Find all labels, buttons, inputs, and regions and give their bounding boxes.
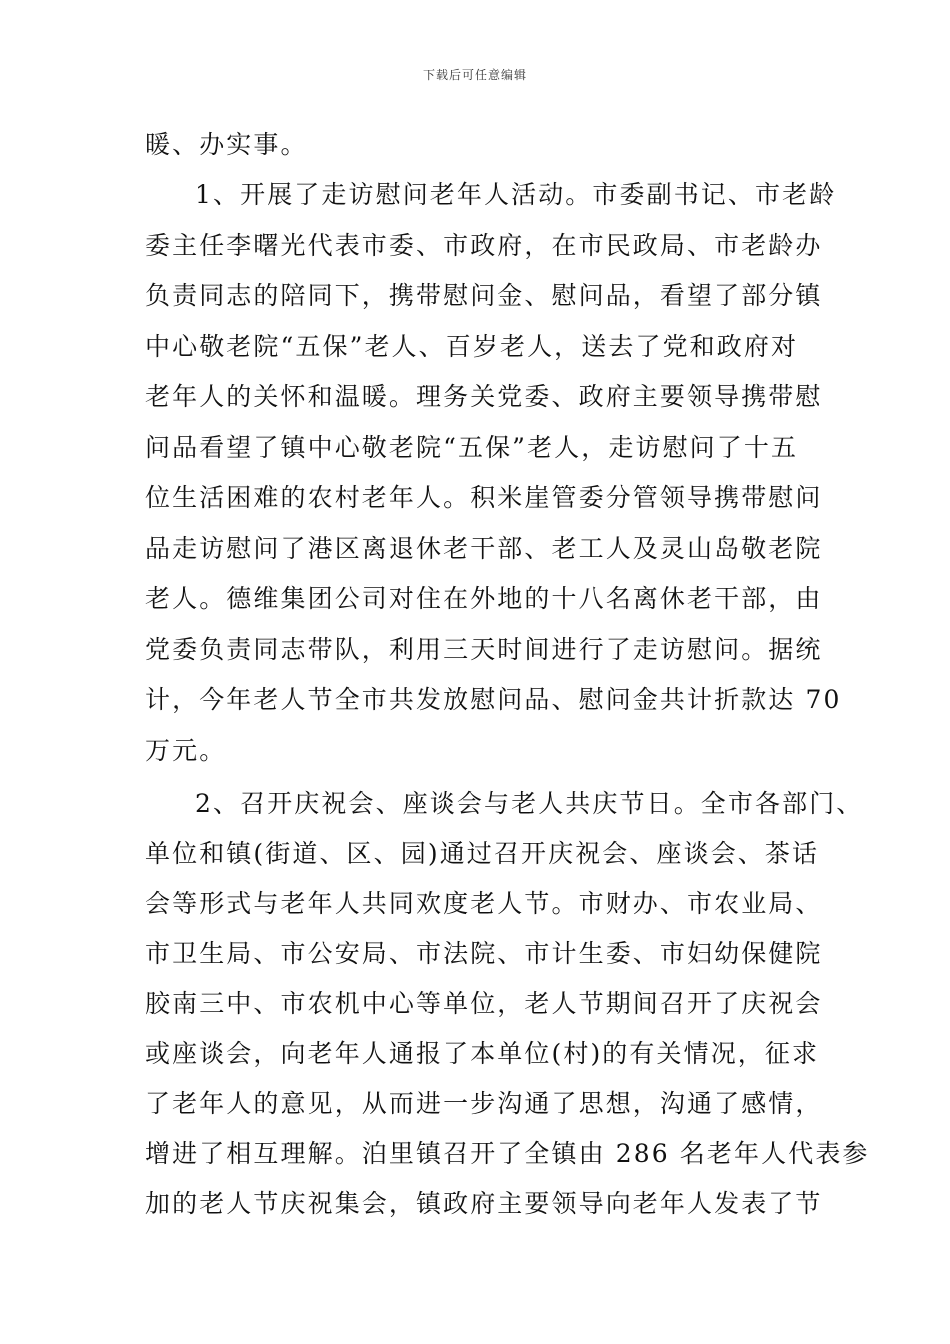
text-line: 胶南三中、市农机中心等单位，老人节期间召开了庆祝会 — [145, 989, 823, 1018]
paragraph-1-first-line: 1、开展了走访慰问老年人活动。市委副书记、市老龄 — [195, 180, 837, 209]
text-line: 计，今年老人节全市共发放慰问品、慰问金共计折款达 70 — [145, 685, 842, 714]
text-line: 位生活困难的农村老年人。积米崖管委分管领导携带慰问 — [145, 483, 823, 512]
text-line: 市卫生局、市公安局、市法院、市计生委、市妇幼保健院 — [145, 939, 823, 968]
text-line: 中心敬老院“五保”老人、百岁老人，送去了党和政府对 — [145, 332, 799, 361]
text-line: 万元。 — [145, 736, 227, 765]
text-line: 负责同志的陪同下，携带慰问金、慰问品，看望了部分镇 — [145, 281, 823, 310]
text-line: 加的老人节庆祝集会，镇政府主要领导向老年人发表了节 — [145, 1189, 823, 1218]
text-line: 委主任李曙光代表市委、市政府，在市民政局、市老龄办 — [145, 231, 823, 260]
text-line: 问品看望了镇中心敬老院“五保”老人，走访慰问了十五 — [145, 433, 799, 462]
text-line: 增进了相互理解。泊里镇召开了全镇由 286 名老年人代表参 — [145, 1139, 870, 1168]
paragraph-2-first-line: 2、召开庆祝会、座谈会与老人共庆节日。全市各部门、 — [195, 789, 864, 818]
text-line: 党委负责同志带队，利用三天时间进行了走访慰问。据统 — [145, 635, 823, 664]
text-line: 会等形式与老年人共同欢度老人节。市财办、市农业局、 — [145, 889, 823, 918]
text-line: 单位和镇(街道、区、园)通过召开庆祝会、座谈会、茶话 — [145, 839, 820, 868]
text-line: 暖、办实事。 — [145, 130, 308, 159]
text-line: 了老年人的意见，从而进一步沟通了思想，沟通了感情， — [145, 1089, 823, 1118]
text-line: 老人。德维集团公司对住在外地的十八名离休老干部，由 — [145, 584, 823, 613]
text-line: 或座谈会，向老年人通报了本单位(村)的有关情况，征求 — [145, 1039, 820, 1068]
page-header: 下载后可任意编辑 — [422, 68, 527, 82]
text-line: 品走访慰问了港区离退休老干部、老工人及灵山岛敬老院 — [145, 534, 823, 563]
text-line: 老年人的关怀和温暖。理务关党委、政府主要领导携带慰 — [145, 382, 823, 411]
